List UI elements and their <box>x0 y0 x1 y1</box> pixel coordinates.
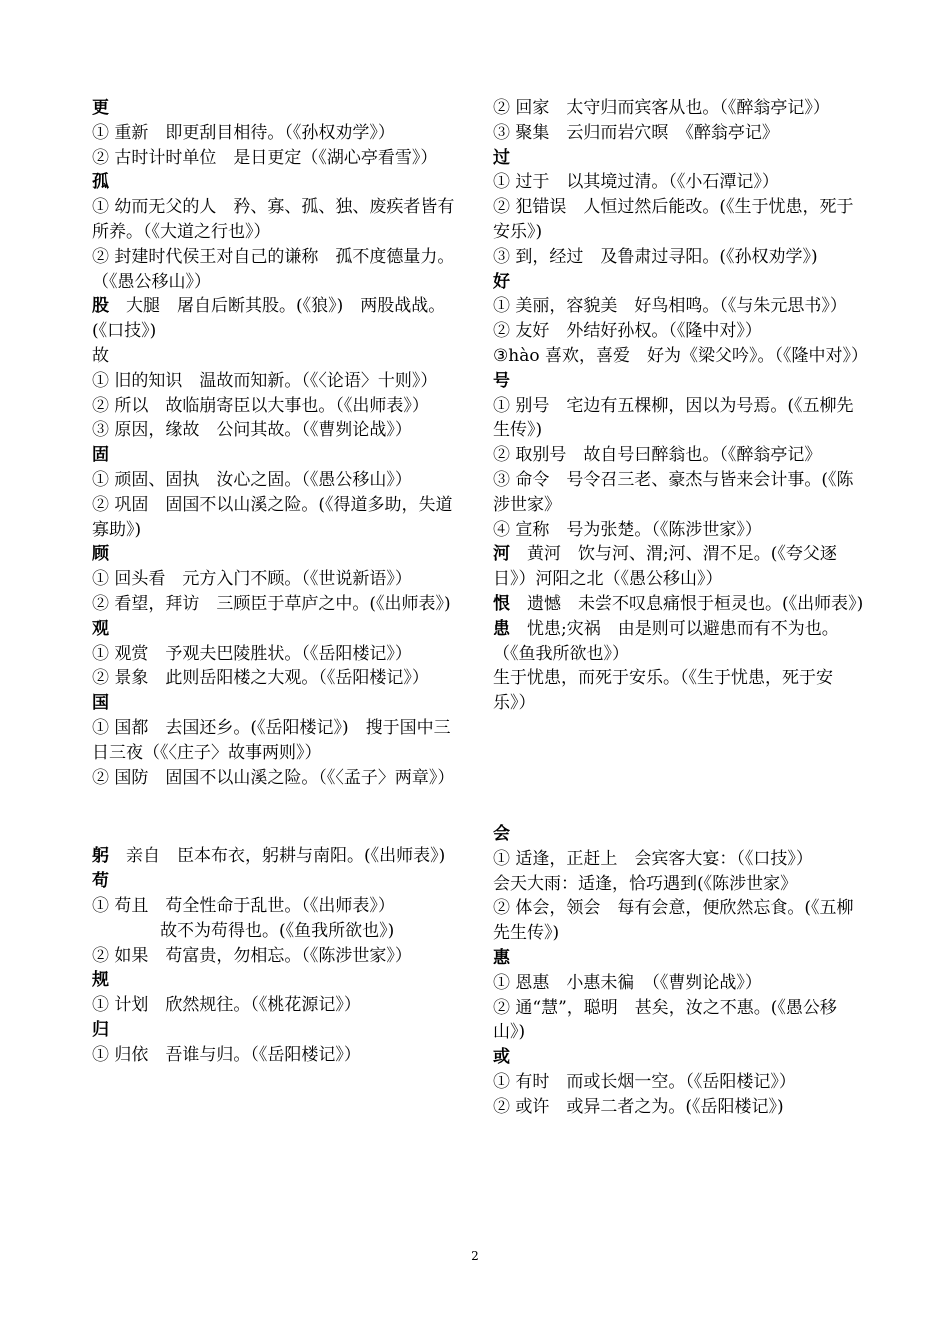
definition-text: 遗憾 未尝不叹息痛恨于桓灵也。(《出师表》) <box>510 593 864 614</box>
headword: 河 <box>493 544 510 565</box>
definition-line: ① 幼而无父的人 矜、寡、孤、独、废疾者皆有所养。（《大道之行也》） <box>92 197 455 242</box>
definition-line: ② 国防 固国不以山溪之险。（《〈孟子〉两章》） <box>92 767 455 788</box>
headword: 孤 <box>92 172 109 193</box>
definition-line: ② 或许 或异二者之为。(《岳阳楼记》) <box>493 1096 784 1117</box>
headword-entry <box>493 617 865 667</box>
definition-line: ① 过于 以其境过清。（《小石潭记》） <box>493 172 779 193</box>
headword-entry <box>92 968 464 993</box>
headword: 股 <box>92 296 109 317</box>
headword-entry <box>92 617 464 642</box>
definition-line: ① 适逢，正赶上 会宾客大宴：（《口技》） <box>493 848 813 869</box>
definition-line: ② 取别号 故自号曰醉翁也。（《醉翁亭记》 <box>493 445 822 466</box>
headword-entry <box>92 294 464 344</box>
definition-line: ② 通“慧”，聪明 甚矣，汝之不惠。(《愚公移山》) <box>493 997 837 1043</box>
definition-line: ① 别号 宅边有五棵柳，因以为号焉。(《五柳先生传》) <box>493 395 854 441</box>
headword-entry <box>493 542 865 592</box>
definition-line: ① 苟且 苟全性命于乱世。（《出师表》） <box>92 895 395 916</box>
headword-entry <box>493 146 865 171</box>
headword-entry <box>493 270 865 295</box>
definition-line: ① 有时 而或长烟一空。（《岳阳楼记》） <box>493 1071 796 1092</box>
headword: 观 <box>92 618 109 639</box>
definition-line: ① 国都 去国还乡。(《岳阳楼记》) 搜于国中三日三夜（《〈庄子〉故事两则》） <box>92 717 451 763</box>
right-column <box>493 96 868 1119</box>
definition-line: ② 友好 外结好孙权。（《隆中对》） <box>493 321 762 342</box>
headword: 会 <box>493 823 510 844</box>
definition-line: ② 所以 故临崩寄臣以大事也。（《出师表》） <box>92 395 429 416</box>
definition-line: ② 回家 太守归而宾客从也。（《醉翁亭记》） <box>493 98 830 118</box>
headword-entry <box>92 170 464 195</box>
definition-line: ② 如果 苟富贵，勿相忘。（《陈涉世家》） <box>92 945 412 966</box>
headword-entry <box>493 592 865 617</box>
definition-line: ① 观赏 予观夫巴陵胜状。（《岳阳楼记》） <box>92 643 412 664</box>
headword: 更 <box>92 98 109 118</box>
page-number: 2 <box>471 1249 479 1263</box>
headword: 号 <box>493 370 510 391</box>
definition-line: ① 旧的知识 温故而知新。（《〈论语〉十则》） <box>92 370 438 391</box>
definition-line: ② 封建时代侯王对自己的谦称 孤不度德量力。（《愚公移山》） <box>92 246 455 292</box>
definition-line: ① 恩惠 小惠未徧 （《曹刿论战》） <box>493 972 762 993</box>
headword: 躬 <box>92 846 109 867</box>
definition-line: ③ 到，经过 及鲁肃过寻阳。(《孙权劝学》) <box>493 246 818 267</box>
definition-line: ① 重新 即更刮目相待。（《孙权劝学》） <box>92 122 395 143</box>
headword-entry <box>92 542 464 567</box>
left-column <box>92 96 464 1067</box>
definition-line: ② 景象 此则岳阳楼之大观。（《岳阳楼记》） <box>92 668 429 689</box>
definition-line: ③ 聚集 云归而岩穴暝 《醉翁亭记》 <box>493 122 779 143</box>
definition-line: ② 古时计时单位 是日更定（《湖心亭看雪》） <box>92 147 438 168</box>
definition-line: 生于忧患，而死于安乐。（《生于忧患，死于安乐》） <box>493 668 833 714</box>
headword-entry <box>92 869 464 894</box>
headword-entry <box>92 96 464 121</box>
definition-text: 大腿 屠自后断其股。(《狼》) 两股战战。(《口技》) <box>92 296 446 342</box>
headword-entry <box>493 1045 865 1070</box>
headword: 好 <box>493 271 510 292</box>
definition-line: ① 美丽，容貌美 好鸟相鸣。（《与朱元思书》） <box>493 296 847 317</box>
headword: 患 <box>493 618 510 639</box>
definition-line: ② 巩固 固国不以山溪之险。(《得道多助，失道寡助》) <box>92 494 453 540</box>
definition-line: ③ 原因，缘故 公问其故。（《曹刿论战》） <box>92 420 412 441</box>
headword: 恨 <box>493 593 510 614</box>
headword: 固 <box>92 445 109 466</box>
definition-text: 忧患;灾祸 由是则可以避患而有不为也。（《鱼我所欲也》） <box>493 618 839 664</box>
definition-line: ① 顽固、固执 汝心之固。（《愚公移山》） <box>92 469 412 490</box>
headword: 规 <box>92 970 109 991</box>
definition-line: 故 <box>92 345 109 366</box>
headword-entry <box>493 822 865 847</box>
definition-line: ① 回头看 元方入门不顾。（《世说新语》） <box>92 569 412 590</box>
headword-entry <box>493 369 865 394</box>
headword-entry <box>92 844 464 869</box>
headword: 国 <box>92 693 109 714</box>
definition-line: ② 犯错误 人恒过然后能改。(《生于忧患，死于安乐》) <box>493 197 854 242</box>
definition-line: ③hào 喜欢，喜爱 好为《梁父吟》。（《隆中对》） <box>493 345 868 366</box>
headword-entry <box>493 946 865 971</box>
headword-entry <box>92 1018 464 1043</box>
definition-text: 亲自 臣本布衣，躬耕与南阳。(《出师表》) <box>109 846 446 867</box>
spacer <box>92 790 464 844</box>
headword: 归 <box>92 1019 109 1040</box>
definition-line: ① 归依 吾谁与归。（《岳阳楼记》） <box>92 1044 361 1065</box>
definition-line: 会天大雨：适逢，恰巧遇到(《陈涉世家》 <box>493 873 798 894</box>
definition-line: ② 看望，拜访 三顾臣于草庐之中。(《出师表》) <box>92 593 451 614</box>
headword: 或 <box>493 1047 510 1068</box>
headword: 苟 <box>92 871 109 892</box>
definition-text: 黄河 饮与河、渭;河、渭不足。(《夸父逐日》）河阳之北（《愚公移山》） <box>493 544 837 590</box>
headword: 惠 <box>493 947 510 968</box>
definition-line: ② 体会，领会 每有会意，便欣然忘食。(《五柳先生传》) <box>493 898 854 944</box>
definition-line: 故不为苟得也。(《鱼我所欲也》) <box>92 920 395 941</box>
headword-entry <box>92 691 464 716</box>
headword: 过 <box>493 147 510 168</box>
definition-line: ① 计划 欣然规往。（《桃花源记》） <box>92 995 361 1016</box>
headword: 顾 <box>92 544 109 565</box>
definition-line: ④ 宣称 号为张楚。（《陈涉世家》） <box>493 519 762 540</box>
headword-entry <box>92 443 464 468</box>
definition-line: ③ 命令 号令召三老、豪杰与皆来会计事。(《陈涉世家》 <box>493 469 854 515</box>
spacer <box>493 716 865 822</box>
